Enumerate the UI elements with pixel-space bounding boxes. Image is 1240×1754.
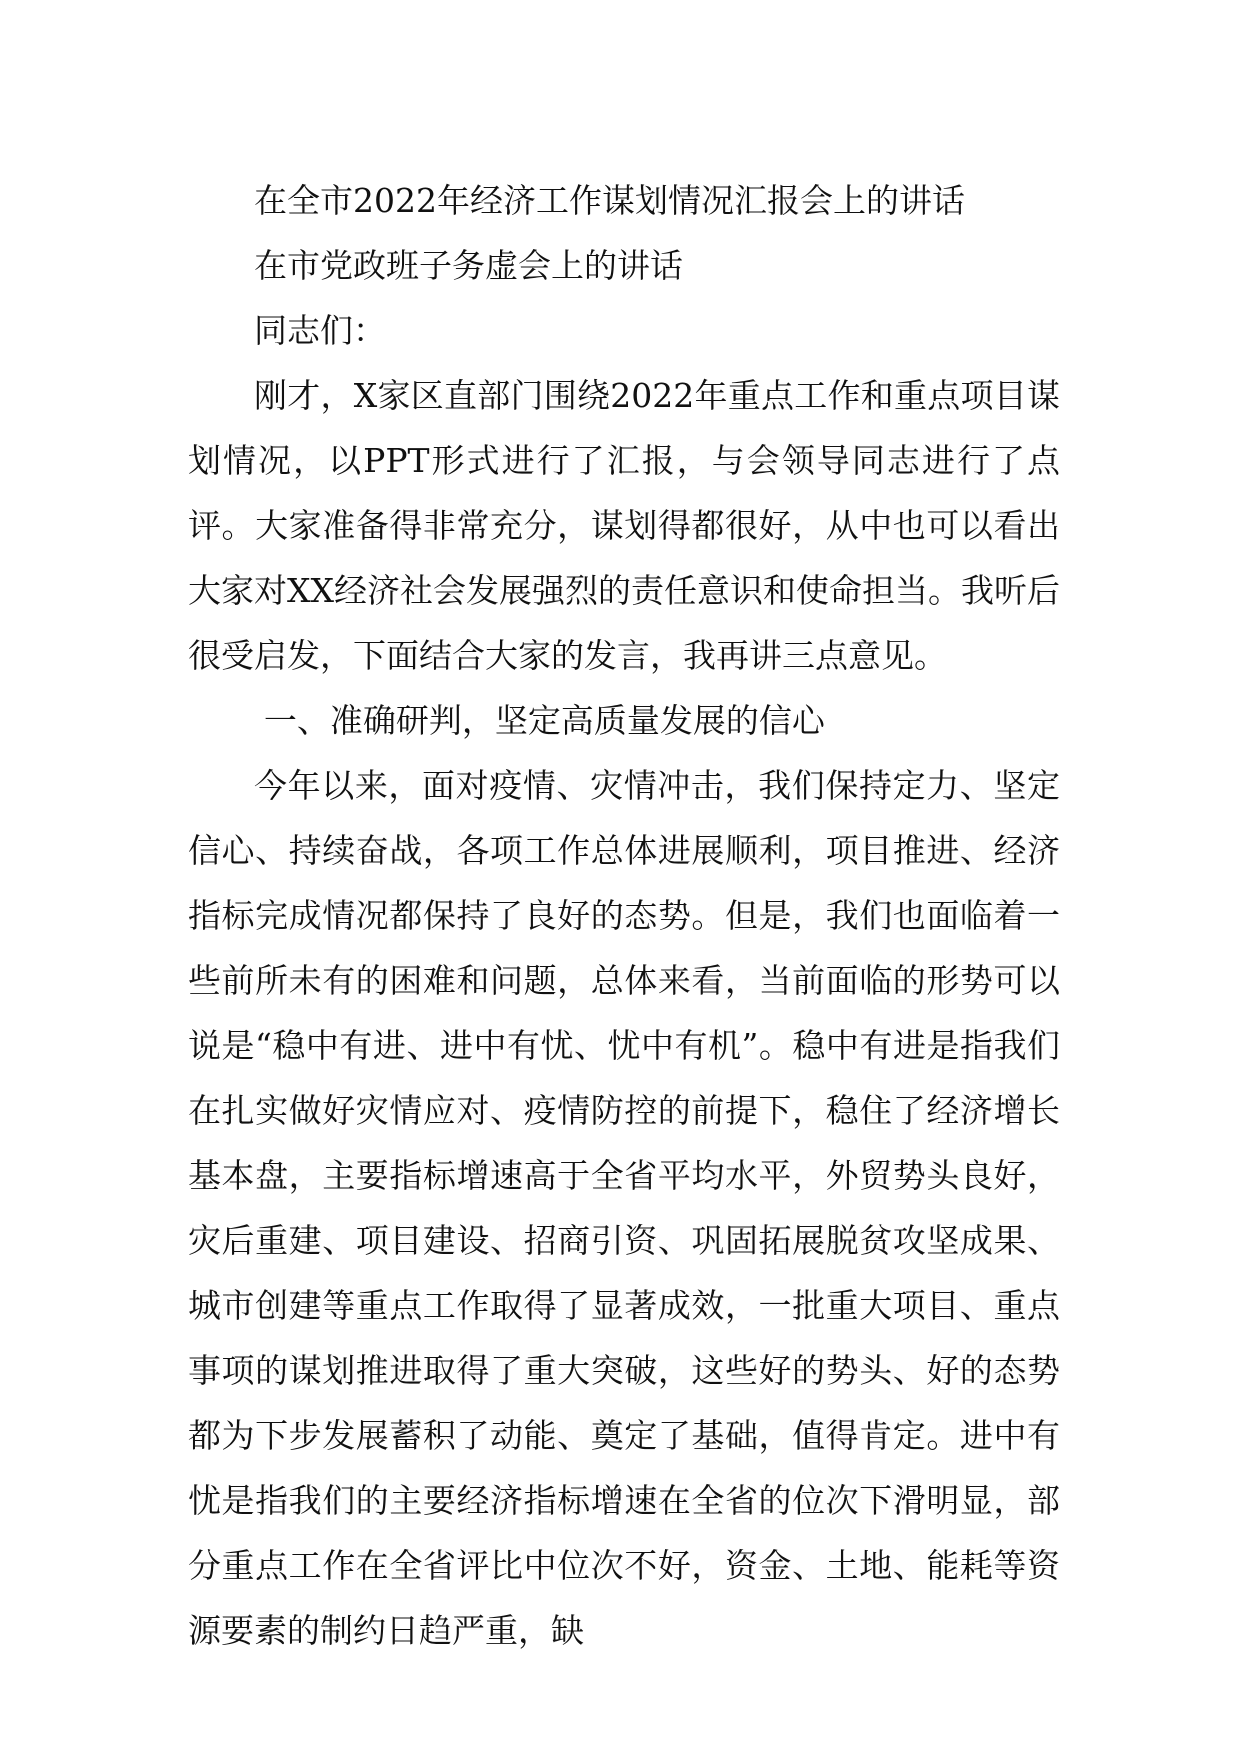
section-heading-1: 一、准确研判，坚定高质量发展的信心: [263, 701, 825, 740]
document-body: [188, 168, 1060, 1663]
paragraph-2: 今年以来，面对疫情、灾情冲击，我们保持定力、坚定信心、持续奋战，各项工作总体进展顺利，项目推进、经济指标完成情况都保持了良好的态势。但是，我们也面临着一些前所未有的困难和问题，总体来看，当前面临的形势可以说是“稳中有进、进中有忧、忧中有机”。稳中有进是指我们在扎实做好灾情应对、疫情防控的前提下，稳住了经济增长基本盘，主要指标增速高于全省平均水平，外贸势头良好，灾后重建、项目建设、招商引资、巩固拓展脱贫攻坚成果、城市创建等重点工作取得了显著成效，一批重大项目、重点事项的谋划推进取得了重大突破，这些好的势头、好的态势都为下步发展蓄积了动能、奠定了基础，值得肯定。进中有忧是指我们的主要经济指标增速在全省的位次下滑明显，部分重点工作在全省评比中位次不好，资金、土地、能耗等资源要素的制约日趋严重，缺: [188, 766, 1060, 1650]
title-line-1: 在全市2022年经济工作谋划情况汇报会上的讲话: [254, 181, 965, 220]
title-line-2: 在市党政班子务虚会上的讲话: [254, 246, 683, 285]
paragraph-1: 刚才，X家区直部门围绕2022年重点工作和重点项目谋划情况，以PPT形式进行了汇报，与会领导同志进行了点评。大家准备得非常充分，谋划得都很好，从中也可以看出大家对XX经济社会发展强烈的责任意识和使命担当。我听后很受启发，下面结合大家的发言，我再讲三点意见。: [188, 376, 1060, 675]
salutation: 同志们：: [254, 311, 386, 350]
